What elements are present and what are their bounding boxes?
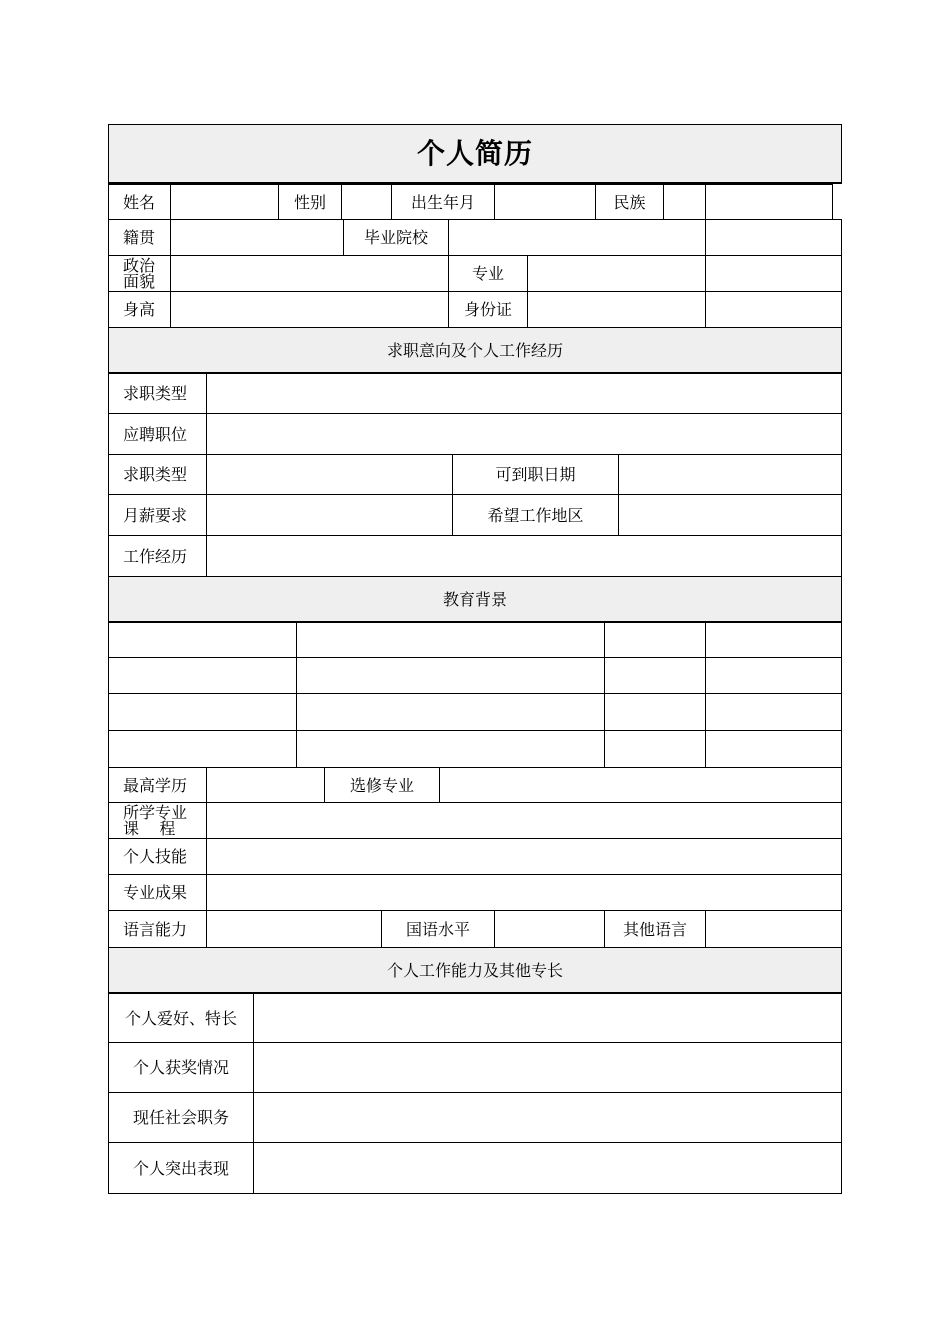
courses-field[interactable] bbox=[206, 802, 842, 839]
language-field[interactable] bbox=[206, 910, 382, 948]
edu-cell[interactable] bbox=[705, 622, 842, 658]
elective-field[interactable] bbox=[439, 767, 842, 803]
edu-cell[interactable] bbox=[108, 693, 297, 731]
resume-form bbox=[108, 124, 842, 1194]
edu-cell[interactable] bbox=[604, 693, 706, 731]
photo-box-4[interactable] bbox=[705, 291, 842, 328]
experience-field[interactable] bbox=[206, 535, 842, 577]
hobbies-label: 个人爱好、特长 bbox=[108, 993, 254, 1043]
edu-cell[interactable] bbox=[604, 622, 706, 658]
location-label: 希望工作地区 bbox=[452, 494, 619, 536]
elective-label: 选修专业 bbox=[324, 767, 440, 803]
education-section-header: 教育背景 bbox=[108, 576, 842, 623]
height-label: 身高 bbox=[108, 291, 171, 328]
gender-label: 性别 bbox=[278, 184, 342, 220]
salary-field[interactable] bbox=[206, 494, 453, 536]
start-date-label: 可到职日期 bbox=[452, 454, 619, 495]
birth-field[interactable] bbox=[494, 184, 596, 220]
job-type-field[interactable] bbox=[206, 373, 842, 414]
political-label-line1: 政治 bbox=[123, 255, 156, 275]
start-date-field[interactable] bbox=[618, 454, 842, 495]
skills-field[interactable] bbox=[206, 838, 842, 875]
edu-cell[interactable] bbox=[296, 622, 605, 658]
other-lang-label: 其他语言 bbox=[604, 910, 706, 948]
hometown-label: 籍贯 bbox=[108, 219, 171, 256]
achievements-label: 专业成果 bbox=[108, 874, 207, 911]
mandarin-label: 国语水平 bbox=[381, 910, 495, 948]
name-field[interactable] bbox=[170, 184, 279, 220]
job-type-label: 求职类型 bbox=[108, 373, 207, 414]
political-label bbox=[108, 255, 171, 292]
highlights-label: 个人突出表现 bbox=[108, 1142, 254, 1194]
hometown-field[interactable] bbox=[170, 219, 344, 256]
courses-label-line1: 所学专业 bbox=[123, 802, 188, 822]
id-field[interactable] bbox=[527, 291, 706, 328]
awards-label: 个人获奖情况 bbox=[108, 1042, 254, 1093]
edu-cell[interactable] bbox=[108, 730, 297, 768]
ethnic-label: 民族 bbox=[595, 184, 664, 220]
school-label: 毕业院校 bbox=[343, 219, 449, 256]
edu-cell[interactable] bbox=[604, 657, 706, 694]
language-label: 语言能力 bbox=[108, 910, 207, 948]
edu-cell[interactable] bbox=[108, 622, 297, 658]
edu-cell[interactable] bbox=[705, 693, 842, 731]
location-field[interactable] bbox=[618, 494, 842, 536]
edu-cell[interactable] bbox=[108, 657, 297, 694]
edu-cell[interactable] bbox=[296, 693, 605, 731]
edu-cell[interactable] bbox=[604, 730, 706, 768]
skills-label: 个人技能 bbox=[108, 838, 207, 875]
other-lang-field[interactable] bbox=[705, 910, 842, 948]
ability-section-header: 个人工作能力及其他专长 bbox=[108, 947, 842, 994]
major-label: 专业 bbox=[448, 255, 528, 292]
courses-label bbox=[108, 802, 207, 839]
job-type-label-2: 求职类型 bbox=[108, 454, 207, 495]
social-field[interactable] bbox=[253, 1092, 842, 1143]
photo-box-3[interactable] bbox=[705, 255, 842, 292]
edu-cell[interactable] bbox=[296, 730, 605, 768]
edu-cell[interactable] bbox=[705, 730, 842, 768]
job-section-header: 求职意向及个人工作经历 bbox=[108, 327, 842, 374]
courses-label-line2: 课 程 bbox=[123, 818, 176, 838]
highlights-field[interactable] bbox=[253, 1142, 842, 1194]
birth-label: 出生年月 bbox=[391, 184, 495, 220]
name-label: 姓名 bbox=[108, 184, 171, 220]
edu-cell[interactable] bbox=[296, 657, 605, 694]
height-field[interactable] bbox=[170, 291, 449, 328]
gender-field[interactable] bbox=[341, 184, 392, 220]
highest-degree-field[interactable] bbox=[206, 767, 325, 803]
ethnic-field[interactable] bbox=[663, 184, 706, 220]
id-label: 身份证 bbox=[448, 291, 528, 328]
political-label-line2: 面貌 bbox=[123, 271, 156, 291]
edu-cell[interactable] bbox=[705, 657, 842, 694]
mandarin-field[interactable] bbox=[494, 910, 605, 948]
experience-label: 工作经历 bbox=[108, 535, 207, 577]
photo-box-1[interactable] bbox=[705, 184, 833, 220]
social-label: 现任社会职务 bbox=[108, 1092, 254, 1143]
hobbies-field[interactable] bbox=[253, 993, 842, 1043]
job-type-field-2[interactable] bbox=[206, 454, 453, 495]
position-label: 应聘职位 bbox=[108, 413, 207, 455]
school-field[interactable] bbox=[448, 219, 706, 256]
position-field[interactable] bbox=[206, 413, 842, 455]
photo-box-2[interactable] bbox=[705, 219, 842, 256]
achievements-field[interactable] bbox=[206, 874, 842, 911]
awards-field[interactable] bbox=[253, 1042, 842, 1093]
major-field[interactable] bbox=[527, 255, 706, 292]
salary-label: 月薪要求 bbox=[108, 494, 207, 536]
resume-title: 个人简历 bbox=[108, 124, 842, 184]
political-field[interactable] bbox=[170, 255, 449, 292]
highest-degree-label: 最高学历 bbox=[108, 767, 207, 803]
